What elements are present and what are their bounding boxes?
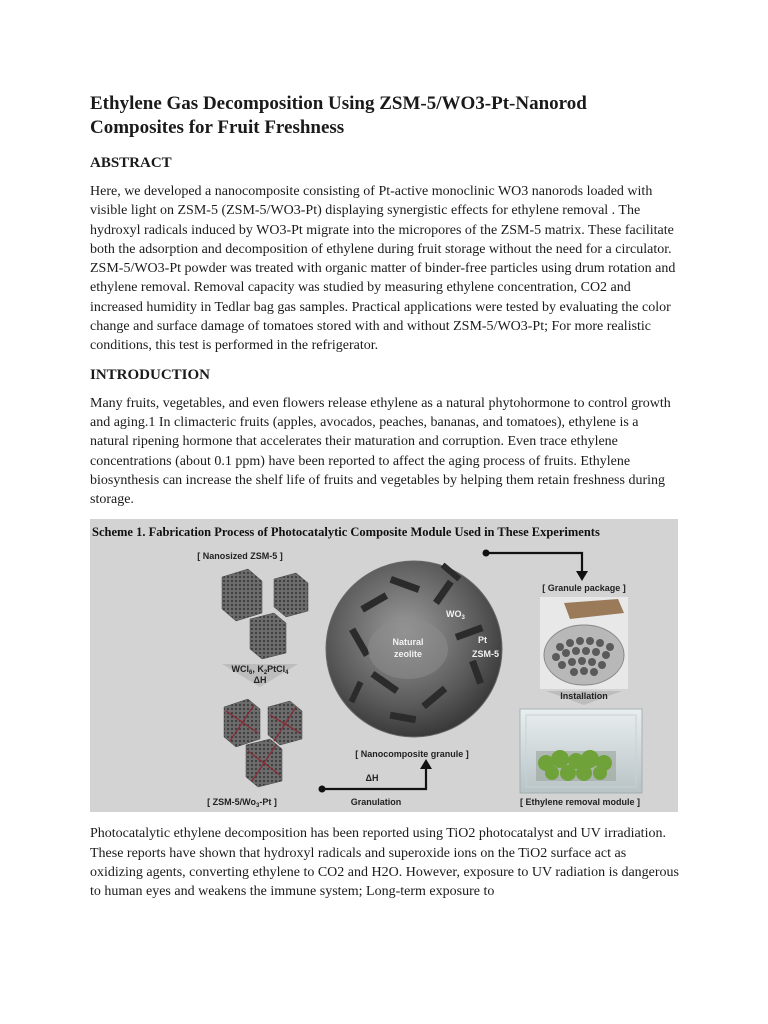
intro-paragraph-2: Photocatalytic ethylene decomposition has been reported using TiO2 photocatalyst and UV irradiation. These reports have shown that hydroxyl radicals and superoxide ions on the TiO2 surface act as oxidizing agents, converting ethylene to CO2 and H2O. However, exposure to UV radiation is dangerous to human eyes and weakens the immune system; Long-term exposure to [90,826,679,900]
label-zsm5-sphere: ZSM-5 [472,649,499,660]
scheme-figure [90,519,678,812]
label-granule-package: [ Granule package ] [542,583,626,594]
abstract-paragraph: Here, we developed a nanocomposite consisting of Pt-active monoclinic WO3 nanorods loaded with visible light on ZSM-5 (ZSM-5/WO3-Pt) displaying synergistic effects for ethylene removal . The hydroxyl radicals induced by WO3-Pt migrate into the micropores of the ZSM-5 matrix. These facilitate both the adsorption and decomposition of ethylene during fruit storage without the need for a circulator. ZSM-5/WO3-Pt powder was treated with organic matter of binder-free particles using drum rotation and ethylene removal. Removal capacity was studied by measuring ethylene concentration, CO2 and increased humidity in Tedlar bag gas samples. Practical applications were tested by evaluating the color change and surface damage of tomatoes stored with and without ZSM-5/WO3-Pt; For more realistic conditions, this test is performed in the refrigerator. [90,184,676,354]
arrow-start-dot [319,786,326,793]
ethylene-module-photo [520,709,642,793]
abstract-heading: ABSTRACT [90,155,172,171]
scheme-illustration [90,519,678,812]
label-natural: Natural [392,637,424,648]
label-wo3: $WO_3$ [446,609,465,622]
label-reagents: WCl$_6$, $K_2PtCl_4$ [231,664,289,677]
zeolite-cubes [222,569,308,659]
label-zsm5-wo3-pt: [ ZSM-$5/Wo_3-Pt$ ] [207,797,277,810]
label-ethylene-module: [ Ethylene removal module ] [519,797,641,808]
label-delta-h-bottom: ΔH [365,773,379,784]
label-pt: Pt [478,635,487,646]
package-arrow [486,553,582,573]
granule-package-photo [540,597,628,689]
label-granulation: Granulation [350,797,402,808]
scheme-title: Scheme 1. Fabrication Process of Photocatalytic Composite Module Used in These Experiments [92,525,600,540]
arrow-up-icon [420,759,432,769]
label-delta-h-left: ΔH [253,675,267,686]
package-arrow-dot [483,550,490,557]
intro-paragraph-1: Many fruits, vegetables, and even flowers release ethylene as a natural phytohormone to control growth and aging.1 In climacteric fruits (apples, avocados, peaches, bananas, and tomatoes), ethylene is a natural ripening hormone that accelerates their maturation and corruption. Even trace ethylene concentrations (about 0.1 ppm) have been reported to affect the aging process of fruits. Ethylene biosynthesis can increase the shelf life of fruits and vegetables by helping them retain freshness during storage. [90,395,671,508]
label-zeolite: zeolite [393,649,423,660]
nanocomposite-sphere [326,561,502,737]
label-nanocomposite-granule: [ Nanocomposite granule ] [355,749,469,760]
arrow-down-small-icon [576,571,588,581]
paper-title: Ethylene Gas Decomposition Using ZSM-5/WO3-Pt-Nanorod Composites for Fruit Freshness [90,93,587,138]
introduction-heading: INTRODUCTION [90,366,211,383]
composite-cubes [224,699,302,787]
label-installation: Installation [560,691,608,702]
document-body [90,92,680,911]
label-nanosized-zsm5: [ Nanosized ZSM-5 ] [197,551,283,562]
